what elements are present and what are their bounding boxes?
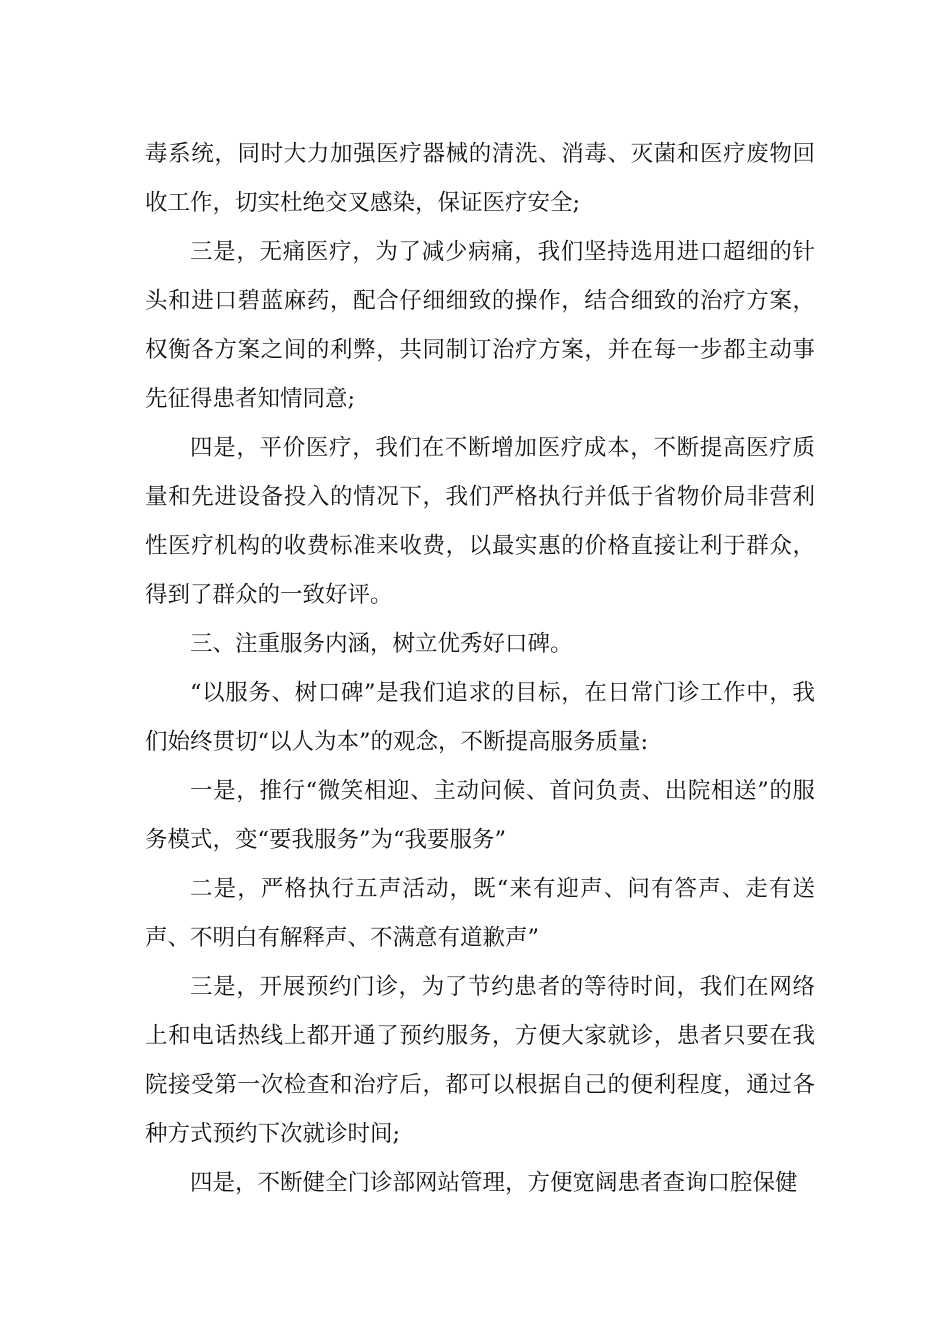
paragraph-1: 毒系统，同时大力加强医疗器械的清洗、消毒、灭菌和医疗废物回收工作，切实杜绝交叉感染，保证医疗安全; [145,141,815,216]
paragraph-8: 三是，开展预约门诊，为了节约患者的等待时间，我们在网络上和电话热线上都开通了预约服务，方便大家就诊，患者只要在我院接受第一次检查和治疗后，都可以根据自己的便利程度，通过各种方式预约下次就诊时间; [145,974,815,1147]
document-body [145,130,815,1208]
paragraph-5: “以服务、树口碑”是我们追求的目标，在日常门诊工作中，我们始终贯切“以人为本”的观念，不断提高服务质量: [145,680,815,755]
paragraph-7: 二是，严格执行五声活动，既“来有迎声、问有答声、走有送声、不明白有解释声、不满意有道歉声” [145,876,815,951]
paragraph-3: 四是，平价医疗，我们在不断增加医疗成本，不断提高医疗质量和先进设备投入的情况下，我们严格执行并低于省物价局非营利性医疗机构的收费标准来收费，以最实惠的价格直接让利于群众，得到了群众的一致好评。 [145,435,815,608]
section-heading: 三、注重服务内涵，树立优秀好口碑。 [190,631,573,657]
paragraph-2: 三是，无痛医疗，为了减少病痛，我们坚持选用进口超细的针头和进口碧蓝麻药，配合仔细细致的操作，结合细致的治疗方案，权衡各方案之间的利弊，共同制订治疗方案，并在每一步都主动事先征得患者知情同意; [145,239,815,412]
paragraph-6: 一是，推行“微笑相迎、主动问候、首问负责、出院相送”的服务模式，变“要我服务”为“我要服务” [145,778,815,853]
paragraph-9: 四是，不断健全门诊部网站管理，方便宽阔患者查询口腔保健 [190,1170,798,1196]
